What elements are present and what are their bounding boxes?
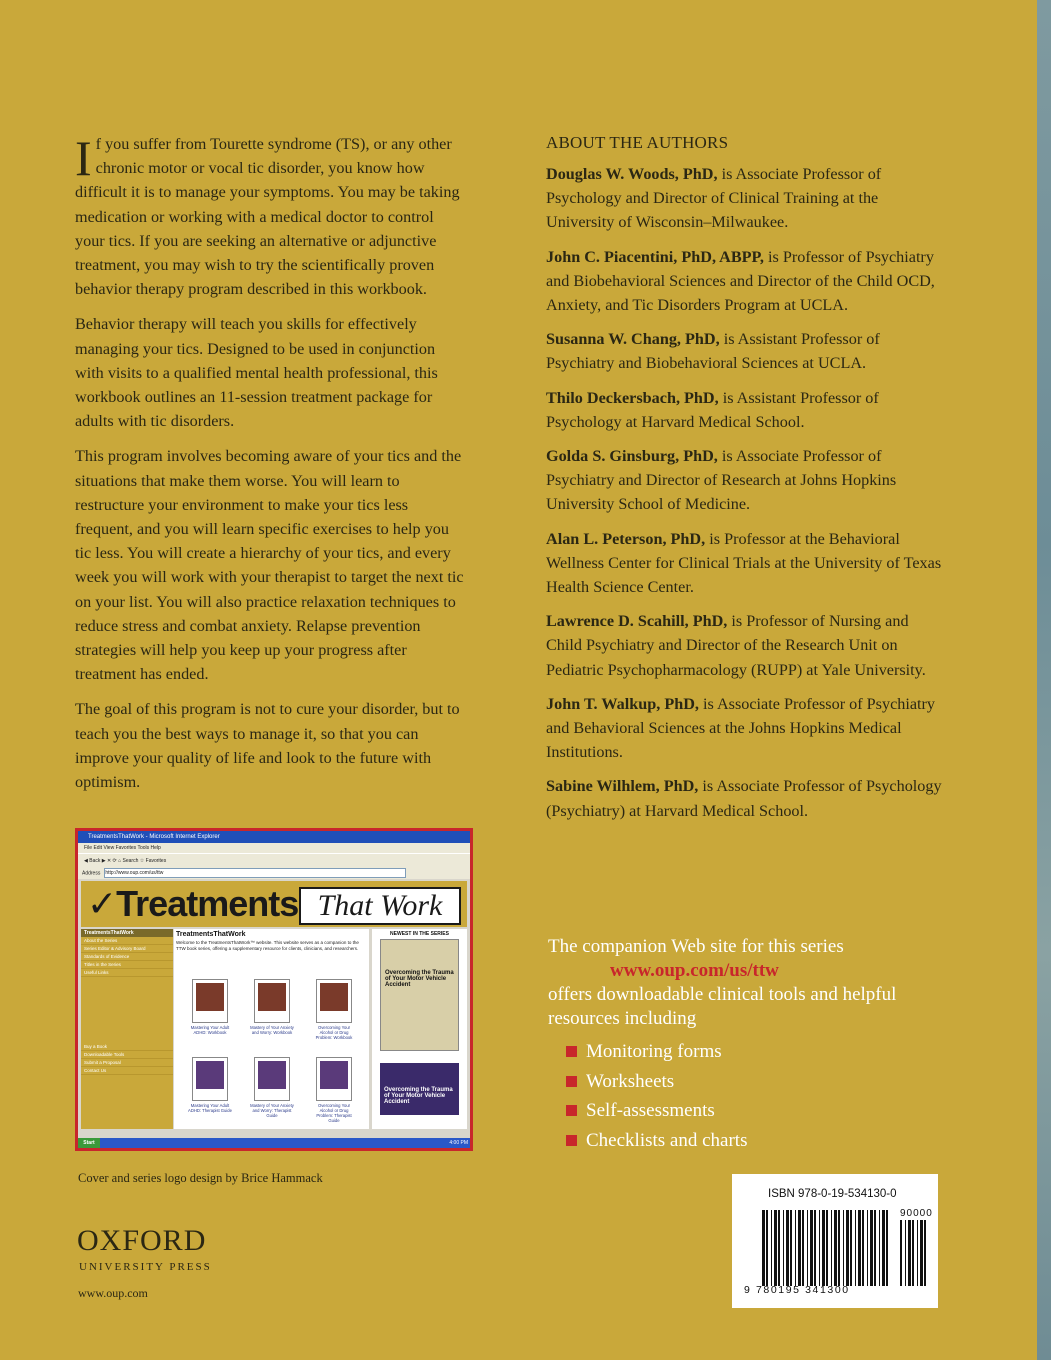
browser-menu-bar: File Edit View Favorites Tools Help	[78, 843, 470, 853]
newest-heading: NEWEST IN THE SERIES	[390, 931, 449, 937]
sidebar-link: Submit a Proposal	[81, 1059, 173, 1067]
start-button: Start	[78, 1138, 100, 1148]
background-water-strip	[1037, 0, 1051, 1360]
book-thumbnail: Overcoming Your Alcohol or Drug Problem: Workbook	[316, 979, 352, 1023]
sidebar-link: Downloadable Tools	[81, 1051, 173, 1059]
featured-book-cover: Overcoming the Trauma of Your Motor Vehicle Accident	[380, 1063, 459, 1115]
barcode-digits: 9 780195 341300	[744, 1284, 850, 1296]
book-thumbnail: Mastery of Your Anxiety and Worry: Therapist Guide	[254, 1057, 290, 1101]
design-credit: Cover and series logo design by Brice Hammack	[78, 1171, 323, 1185]
ttw-logo-treatments: ✓Treatments	[87, 883, 299, 924]
book-thumbnail: Mastering Your Adult ADHD: Workbook	[192, 979, 228, 1023]
program-paragraph: This program involves becoming aware of your tics and the situations that make them worse. You will learn to restructure your environment to make your tics less frequent, and you will learn specific exercises to help you tic less. You will create a hierarchy of your tics, and every week you will work with your therapist to target the next tic on your list. You will also practice relaxation techniques to reduce stress and combat anxiety. Relapse prevention strategies will help you keep up your progress after treatment has ended.	[75, 447, 464, 684]
barcode-addon-bars	[900, 1220, 930, 1286]
resource-list	[548, 1037, 968, 1155]
address-field: http://www.oup.com/us/ttw	[104, 868, 406, 878]
resource-item: Worksheets	[566, 1067, 968, 1097]
companion-line-2: offers downloadable clinical tools and helpful resources including	[548, 984, 897, 1029]
barcode-bars	[762, 1210, 892, 1286]
goal-paragraph: The goal of this program is not to cure your disorder, but to teach you the best ways to manage it, so that you can improve your quality of life and look to the future with optimism.	[75, 700, 460, 792]
drop-cap: I	[75, 130, 92, 186]
sidebar-heading: TreatmentsThatWork	[81, 929, 173, 937]
book-thumbnail: Overcoming Your Alcohol or Drug Problem: Therapist Guide	[316, 1057, 352, 1101]
authors-heading: ABOUT THE AUTHORS	[546, 133, 729, 152]
browser-title-bar: TreatmentsThatWork - Microsoft Internet Explorer	[78, 831, 470, 843]
main-heading: TreatmentsThatWork	[176, 931, 246, 938]
sidebar-link: Useful Links	[81, 969, 173, 977]
taskbar	[78, 1138, 470, 1148]
author-entry: Lawrence D. Scahill, PhD, is Professor of Nursing and Child Psychiatry and Director of the Research Unit on Pediatric Psychopharmacology (RUPP) at Yale University.	[546, 612, 926, 679]
isbn-label: ISBN 978-0-19-534130-0	[768, 1188, 897, 1200]
newest-in-series	[372, 929, 467, 1129]
companion-website-info	[548, 935, 968, 1155]
about-the-authors	[546, 133, 946, 833]
sidebar-link: Standards of Evidence	[81, 953, 173, 961]
author-entry: John T. Walkup, PhD, is Associate Professor of Psychiatry and Behavioral Sciences at the Johns Hopkins Medical Institutions.	[546, 694, 936, 762]
sidebar-link: Titles in the Series	[81, 961, 173, 969]
website-main	[174, 929, 369, 1129]
description-column	[75, 132, 467, 805]
sidebar-link: Contact Us	[81, 1067, 173, 1075]
price-code: 90000	[900, 1208, 933, 1219]
author-entry: John C. Piacentini, PhD, ABPP, is Professor of Psychiatry and Biobehavioral Sciences and Director of the Child OCD, Anxiety, and Tic Disorders Program at UCLA.	[546, 247, 935, 315]
resource-item: Monitoring forms	[566, 1037, 968, 1067]
publisher-website: www.oup.com	[78, 1286, 148, 1300]
browser-toolbar: ◀ Back ▶ ✕ ⟳ ⌂ Search ☆ Favorites	[78, 853, 470, 868]
author-entry: Susanna W. Chang, PhD, is Assistant Professor of Psychiatry and Biobehavioral Sciences at UCLA.	[546, 330, 880, 373]
author-entry: Douglas W. Woods, PhD, is Associate Professor of Psychology and Director of Clinical Training at the University of Wisconsin–Milwaukee.	[546, 165, 882, 232]
bullet-square-icon	[566, 1135, 577, 1146]
browser-address-bar: Address http://www.oup.com/us/ttw	[78, 868, 470, 879]
behavior-therapy-paragraph: Behavior therapy will teach you skills for effectively managing your tics. Designed to be used in conjunction with visits to a qualified mental health professional, this workbook outlines an 11-session treatment package for adults with tic disorders.	[75, 315, 438, 431]
author-entry: Alan L. Peterson, PhD, is Professor at the Behavioral Wellness Center for Clinical Trials at the University of Texas Health Science Center.	[546, 529, 942, 597]
author-entry: Golda S. Ginsburg, PhD, is Associate Professor of Psychiatry and Director of Research at Johns Hopkins University School of Medicine.	[546, 447, 897, 514]
bullet-square-icon	[566, 1105, 577, 1116]
resource-item: Self-assessments	[566, 1096, 968, 1126]
author-entry: Sabine Wilhlem, PhD, is Associate Professor of Psychology (Psychiatry) at Harvard Medical School.	[546, 777, 942, 820]
publisher-subtitle: UNIVERSITY PRESS	[79, 1261, 212, 1273]
companion-url: www.oup.com/us/ttw	[610, 960, 779, 981]
intro-paragraph: If you suffer from Tourette syndrome (TS), or any other chronic motor or vocal tic disorder, you know how difficult it is to manage your symptoms. You may be taking medication or working with a medical doctor to control your tics. If you are seeking an alternative or adjunctive treatment, you may wish to try the scientifically proven behavior therapy program described in this workbook.	[75, 130, 460, 299]
main-welcome-text: Welcome to the TreatmentsThatWork™ website. This website serves as a companion to the TTW book series, offering a supplementary resource for clients, clinicians, and researchers.	[176, 940, 359, 951]
publisher-logo: OXFORD	[77, 1224, 207, 1257]
bullet-square-icon	[566, 1046, 577, 1057]
featured-book: Overcoming the Trauma of Your Motor Vehicle Accident	[380, 939, 459, 1051]
taskbar-clock: 4:00 PM	[449, 1140, 468, 1146]
website-sidebar	[81, 929, 173, 1129]
book-thumbnail: Mastery of Your Anxiety and Worry: Workbook	[254, 979, 290, 1023]
book-thumbnail: Mastering Your Adult ADHD: Therapist Guide	[192, 1057, 228, 1101]
ttw-logo-banner	[81, 881, 467, 927]
companion-line-1: The companion Web site for this series	[548, 936, 844, 957]
website-screenshot	[75, 828, 473, 1151]
ttw-logo-that-work: That Work	[299, 887, 461, 925]
sidebar-link: Series Editor & Advisory Board	[81, 945, 173, 953]
sidebar-link: About the Series	[81, 937, 173, 945]
isbn-barcode	[732, 1174, 938, 1308]
author-entry: Thilo Deckersbach, PhD, is Assistant Professor of Psychology at Harvard Medical School.	[546, 388, 879, 431]
sidebar-link: Buy a Book	[81, 1043, 173, 1051]
bullet-square-icon	[566, 1076, 577, 1087]
resource-item: Checklists and charts	[566, 1126, 968, 1156]
